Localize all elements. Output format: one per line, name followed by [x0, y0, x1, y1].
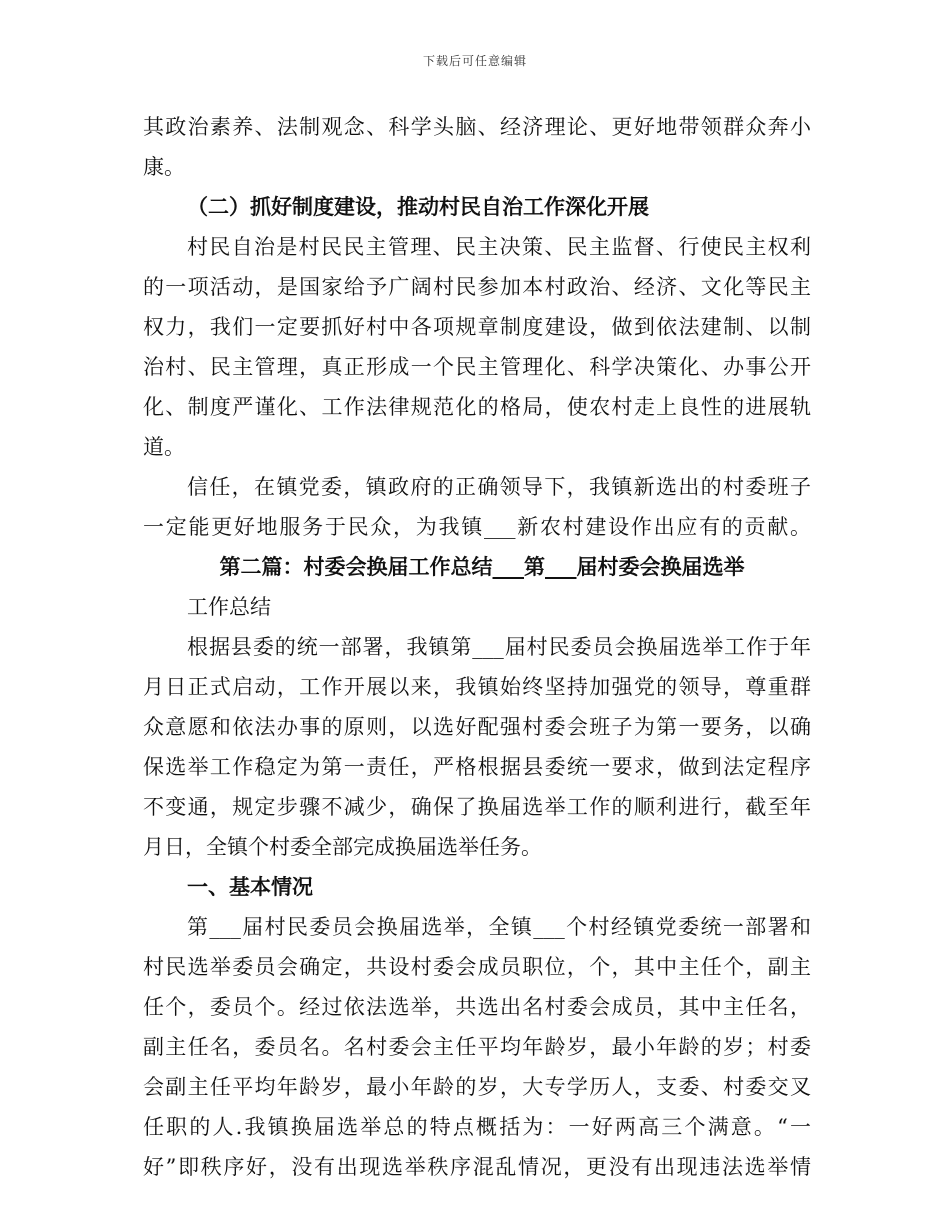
paragraph-line: 会副主任平均年龄岁，最小年龄的岁，大专学历人，支委、村委交叉 [143, 1075, 811, 1099]
section-heading: 一、基本情况 [187, 874, 313, 899]
paragraph-line: 一定能更好地服务于民众，为我镇___新农村建设作出应有的贡献。 [143, 515, 811, 539]
paragraph-line: 权力，我们一定要抓好村中各项规章制度建设，做到依法建制、以制 [143, 315, 811, 339]
paragraph-line: 众意愿和依法办事的原则，以选好配强村委会班子为第一要务，以确 [143, 715, 811, 739]
paragraph-line: 副主任名，委员名。名村委会主任平均年龄岁，最小年龄的岁；村委 [143, 1035, 811, 1059]
paragraph-line: 康。 [143, 155, 185, 179]
paragraph-line: 月日正式启动，工作开展以来，我镇始终坚持加强党的领导，尊重群 [143, 675, 811, 699]
chapter-subtitle: 工作总结 [187, 595, 271, 619]
paragraph-line: 第___届村民委员会换届选举，全镇___个村经镇党委统一部署和 [187, 915, 811, 939]
page-header: 下载后可任意编辑 [422, 54, 527, 68]
paragraph-line: 不变通，规定步骤不减少，确保了换届选举工作的顺利进行，截至年 [143, 795, 811, 819]
paragraph-line: 村民选举委员会确定，共设村委会成员职位，个，其中主任个，副主 [143, 955, 811, 979]
paragraph-line: 信任，在镇党委，镇政府的正确领导下，我镇新选出的村委班子 [187, 475, 811, 499]
paragraph-line: 其政治素养、法制观念、科学头脑、经济理论、更好地带领群众奔小 [143, 115, 811, 139]
paragraph-line: 根据县委的统一部署，我镇第___届村民委员会换届选举工作于年 [187, 635, 811, 659]
paragraph-line: 保选举工作稳定为第一责任，严格根据县委统一要求，做到法定程序 [143, 755, 811, 779]
paragraph-line: 任职的人.我镇换届选举总的特点概括为：一好两高三个满意。“一 [143, 1115, 811, 1139]
paragraph-line: 月日，全镇个村委全部完成换届选举任务。 [143, 835, 542, 859]
paragraph-line: 化、制度严谨化、工作法律规范化的格局，使农村走上良性的进展轨 [143, 395, 811, 419]
section-heading: （二）抓好制度建设，推动村民自治工作深化开展 [187, 194, 649, 219]
paragraph-line: 治村、民主管理，真正形成一个民主管理化、科学决策化、办事公开 [143, 355, 811, 379]
paragraph-line: 好”即秩序好，没有出现选举秩序混乱情况，更没有出现违法选举情 [143, 1155, 811, 1179]
document-body [143, 107, 811, 1187]
paragraph-line: 道。 [143, 435, 185, 459]
chapter-title: 第二篇：村委会换届工作总结___第___届村委会换届选举 [219, 554, 745, 579]
paragraph-line: 的一项活动，是国家给予广阔村民参加本村政治、经济、文化等民主 [143, 275, 811, 299]
paragraph-line: 任个，委员个。经过依法选举，共选出名村委会成员，其中主任名， [143, 995, 811, 1019]
paragraph-line: 村民自治是村民民主管理、民主决策、民主监督、行使民主权利 [187, 235, 811, 259]
